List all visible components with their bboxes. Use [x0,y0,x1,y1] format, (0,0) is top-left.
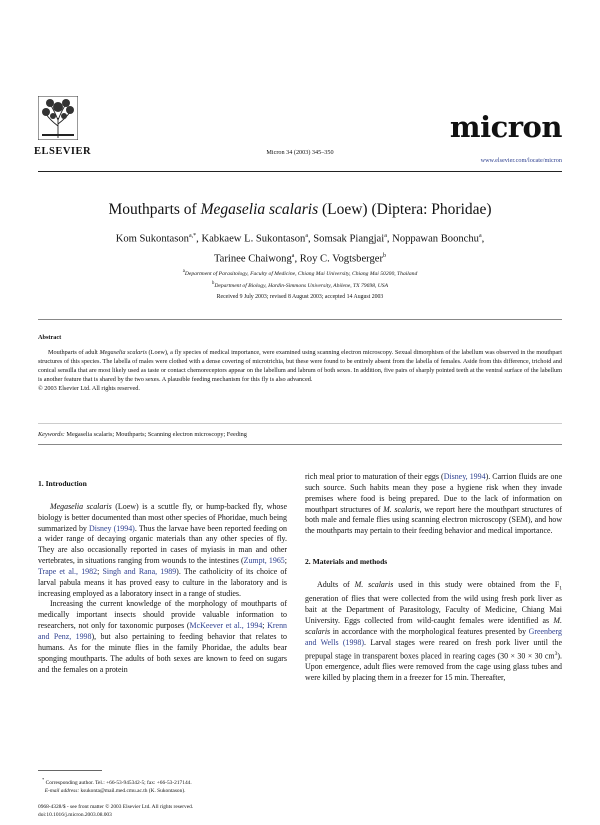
author-sup: a [291,252,295,259]
abstract-heading: Abstract [38,334,62,341]
left-column [38,479,287,675]
footnote [38,776,287,795]
para-text: used in this study were obtained from the F [393,579,560,589]
keywords-label: Keywords: [38,431,65,438]
email-label: E-mail address: [44,787,80,794]
abstract-block [38,333,562,393]
intro-paragraph-2: Increasing the current knowledge of the morphology of mouthparts of medically important insects should provide valuable information to researchers, not only for taxonomic purposes (McKeever et al., 1994; Krenn and Penz, 1998), but also pertaining to feeding behavior that relates to humans. As for the minute flies in the family Phoridae, the adults bear sponging mouthparts. The adults of both sexes are known to feed on sugars and the females on a protein [38,599,288,674]
keywords-divider [38,423,562,424]
author-name: Kom Sukontason [115,233,189,245]
author-name: Tarinee Chaiwong [213,253,292,265]
doi-line: doi:10.1016/j.micron.2003.08.003 [38,812,112,818]
footnote-author [38,776,287,787]
para-text: rich meal prior to maturation of their eggs ( [305,472,444,481]
footnote-mark: * [42,777,45,782]
superscript: 3 [554,650,558,657]
author-sup: a [384,233,387,239]
species-name: M. scalaris [305,616,562,636]
elsevier-tree-logo [38,96,78,140]
keywords-line [38,431,247,438]
publisher-name: ELSEVIER [34,146,92,157]
header-divider [38,171,562,172]
journal-url-link[interactable]: www.elsevier.com/locate/micron [480,157,562,164]
citation-link[interactable]: Trape et al., 1982 [38,566,98,576]
received-dates: Received 9 July 2003; revised 8 August 2003; accepted 14 August 2003 [216,294,384,300]
citation-link[interactable]: Greenberg and Wells (1998) [305,626,562,647]
abstract-species: Megaselia scalaris [99,349,147,357]
affil-sup: b [211,280,215,286]
para-text: ), but also pertaining to feeding behavior that relates to humans. As for the minute flies in the family Phoridae, the adults bear sponging mouthparts. The adults of both sexes are known to feed on sugars and the females on a protein [38,631,288,674]
para-text: Increasing the current knowledge of the morphology of mouthparts of medically important insects should provide valuable information to researchers, not only for taxonomic purposes ( [38,599,287,631]
para-text: ). Upon emergence, adult flies were removed from the cage using glass tubes and were killed by placing them in a freezer for 15 min. Thereafter, [305,651,562,682]
intro-heading: 1. Introduction [38,479,87,488]
title-species: Megaselia scalaris [200,201,319,218]
abstract-text [38,348,562,384]
affiliation-b [60,279,540,291]
abstract-text-part: (Loew), a fly species of medical importance, were examined using scanning electron microscopy. Sexual dimorphism of the labellum was observed in the mouthpart structures of this species. The labella of males were clothed with a dense covering of microtrichia, but these were found to be entirely absent from the labella of females. Aside from this difference, trichoid and conical sensilla that are most likely used as taste or contact chemoreceptors appear on the labellum and labrum of both sexes. In addition, five pairs of sharply pointed teeth at the ventral surface of the labellum is another feature that is shared by the two sexes. A plausible feeding mechanism for this fly is also advanced. [38,349,562,384]
citation-link[interactable]: Singh and Rana, 1989 [102,566,177,576]
title-text-end: (Loew) (Diptera: Phoridae) [318,201,492,218]
intro-paragraph-1: Megaselia scalaris (Loew) is a scuttle fly, or hump-backed fly, whose biology is better documented than most other species of Phoridae, much being summarized by Disney (1994). Thus the larvae have been reported feeding on a wider range of decaying organic materials than any other species of fly. They are also occasionally reported in cases of myiasis in man and other vertebrates, in situations ranging from wounds to the intestines (Zumpt, 1965; Trape et al., 1982; Singh and Rana, 1989). The catholicity of its choice of larval pabula means it has proved easy to culture in the laboratory and is increasing employed as a laboratory insect in a range of studies. [38,501,288,598]
journal-reference: Micron 34 (2003) 345–350 [266,149,334,156]
subscript: 1 [559,585,563,592]
author-sup: a,* [188,233,197,239]
affil-text: Department of Parasitology, Faculty of Medicine, Chiang Mai University, Chiang Mai 50200, Thailand [184,270,418,277]
author-sup: a [478,233,482,239]
abstract-bottom-divider [38,444,562,445]
citation-link[interactable]: Krenn and Penz, 1998 [38,621,288,641]
issn-line: 0968-4328/$ - see front matter © 2003 Elsevier Ltd. All rights reserved. [38,804,194,810]
methods-paragraph [305,580,562,684]
footnote-email [38,787,287,795]
author-name: , Somsak Piangjai [307,233,385,245]
email-text: ksukonta@mail.med.cmu.ac.th (K. Sukontason). [79,787,186,794]
author-name: , Kabkaew L. Sukontason [196,233,306,245]
citation-link[interactable]: Zumpt, 1965 [243,556,285,566]
issn-block [38,803,193,819]
footnote-divider [38,770,102,771]
para-text: generation of flies that were collected from the wild using fresh pork liver as bait at the Department of Parasitology, Faculty of Medicine, Chiang Mai University. Eggs collected from wild-caught females were identified as [305,594,562,626]
abstract-top-divider [38,319,562,320]
para-text: . Larval stages were reared on fresh pork liver until the prepupal stage in transparent boxes placed in rearing cages (30 × 30 × 30 cm [305,637,562,661]
affil-text: Department of Biology, Hardin-Simmons University, Abilene, TX 79698, USA [214,282,389,289]
para-text: . Thus the larvae have been reported feeding on a wider range of decaying organic materials than any other species of fly. They are also occasionally reported in cases of myiasis in man and other vertebrates, in situations ranging from wounds to the intestines ( [38,523,287,566]
abstract-text-part: Mouthparts of adult [48,349,100,357]
citation-link[interactable]: McKeever et al., 1994 [189,621,263,631]
para-text: ). The catholicity of its choice of larval pabula means it has proved easy to culture in the laboratory and is increasing employed as a laboratory insect in a range of studies. [38,566,288,598]
title-text: Mouthparts of [108,201,201,218]
intro-paragraph-3 [305,472,562,537]
footnote-text: Corresponding author. Tel.: +66-53-945342-5; fax: +66-53-217144. [44,779,192,786]
citation-link[interactable]: Disney (1994) [89,523,135,533]
author-sup: b [383,252,387,259]
keywords-text: Megaselia scalaris; Mouthparts; Scanning electron microscopy; Feeding [64,431,247,438]
para-text: , we report here the mouthpart structures of both male and female flies using scanning electron microscopy (SEM), and how the mouthparts may pertain to their feeding behavior and medical importance. [305,504,562,536]
abstract-copyright: © 2003 Elsevier Ltd. All rights reserved. [38,385,140,393]
species-name: M. scalaris [383,504,420,514]
para-text: (Loew) is a scuttle fly, or hump-backed fly, whose biology is better documented than most other species of Phoridae, much being summarized by [38,501,288,533]
author-name: , Roy C. Vogtsberger [294,253,384,265]
species-name: M. scalaris [354,579,394,589]
author-list: Kom Sukontason$^{a,*}$, Kabkaew L. Sukontason$^a$, Somsak Piangjai$^a$, Noppawan Boonchu$^a$, Tarinee Chaiwong$^a$, Roy C. Vogtsberger$^b$ [115,233,485,265]
citation-link[interactable]: Disney, 1994 [443,472,486,481]
author-name: , Noppawan Boonchu [386,233,479,245]
para-text: ). Carrion fluids are one such source. Such habits mean they pose a hygiene risk when they invade premises where food is being prepared. Due to the lack of information on mouthpart structures of [305,472,562,514]
para-text: Adults of [317,579,355,589]
para-text: in accordance with the morphological features presented by [330,626,529,636]
author-sup: a [305,233,308,239]
right-column [305,472,562,684]
affiliation-a [60,267,540,279]
article-title [0,201,600,219]
journal-logo-text: micron [449,110,562,144]
species-name: Megaselia scalaris [50,501,112,511]
affiliations [60,267,540,291]
affil-sup: a [182,269,185,274]
methods-heading: 2. Materials and methods [305,557,388,567]
